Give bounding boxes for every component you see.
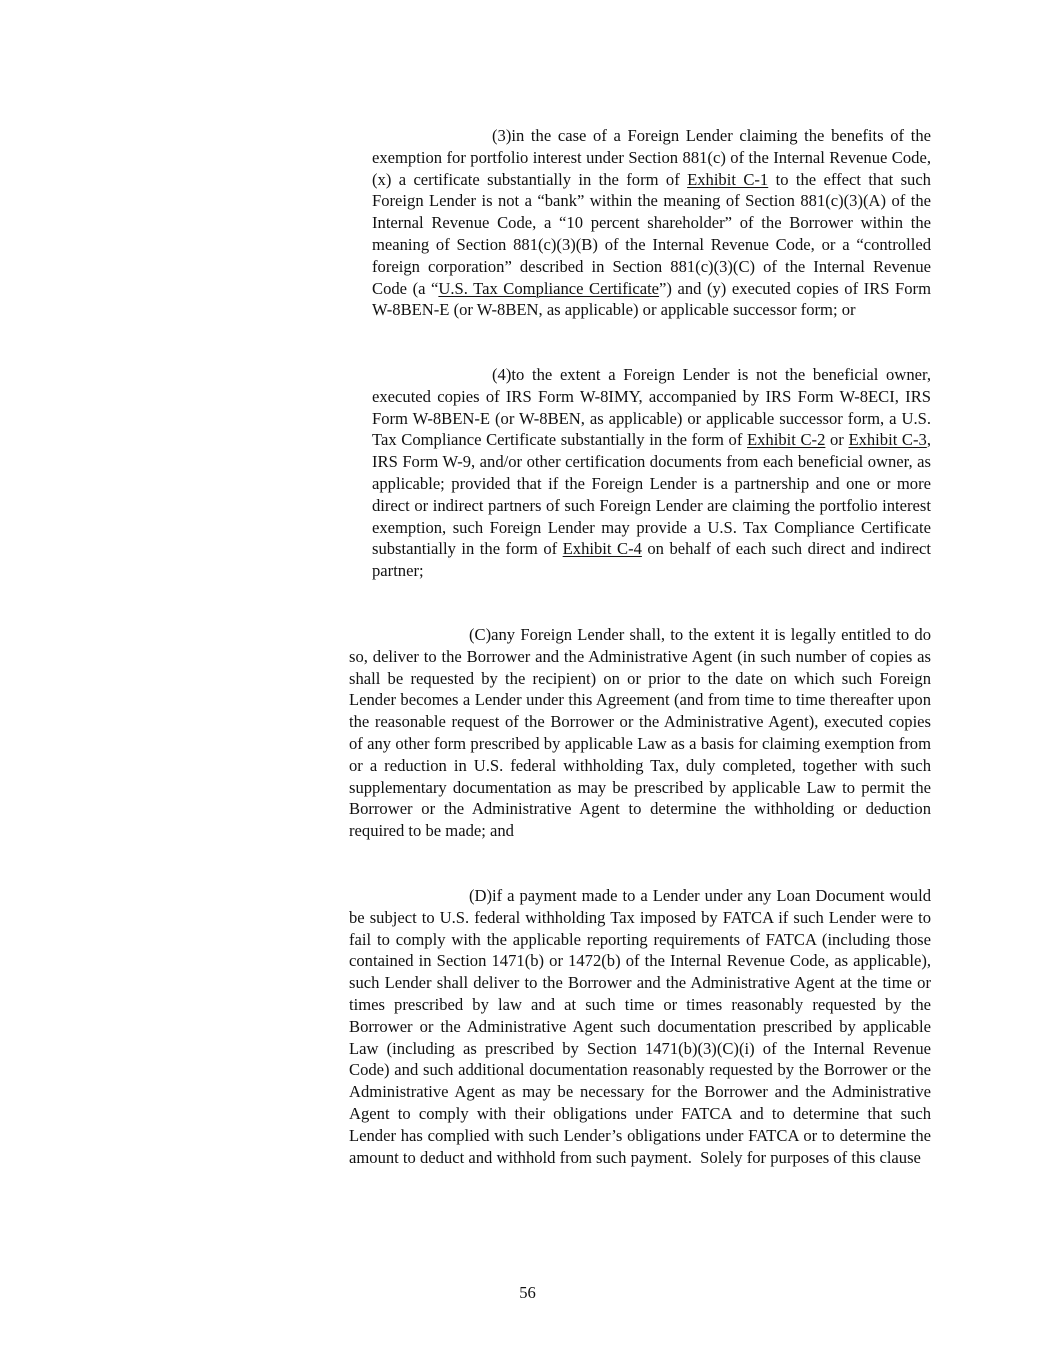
- paragraph-number: (3): [492, 126, 512, 145]
- exhibit-c3-reference: Exhibit C-3: [848, 430, 927, 450]
- page-number: 56: [519, 1283, 536, 1302]
- paragraph-text: , IRS Form W-9, and/or other certification documents from each beneficial owner, as applicable; provided that if the Foreign Lender is a partnership and one or more direct or indirect partners of such Foreign Lender are claiming the portfolio interest exemption, such Foreign Lender may provide a U.S. Tax Compliance Certificate substantially in the form of: [372, 430, 931, 559]
- paragraph-c: [349, 624, 931, 842]
- exhibit-c1-reference: Exhibit C-1: [687, 169, 769, 189]
- paragraph-number: (4): [492, 365, 512, 384]
- paragraph-text: to the effect that such Foreign Lender is not a “bank” within the meaning of Section 881(c)(3)(A) of the Internal Revenue Code, a “10 percent shareholder” of the Borrower within the meaning of Section 881(c)(3)(B) of the Internal Revenue Code, or a “controlled foreign corporation” described in Section 881(c)(3)(C) of the Internal Revenue Code (a “: [372, 169, 931, 298]
- tax-compliance-certificate-term: U.S. Tax Compliance Certificate: [438, 278, 660, 298]
- exhibit-c2-reference: Exhibit C-2: [747, 430, 826, 450]
- exhibit-c4-reference: Exhibit C-4: [562, 539, 642, 559]
- paragraph-text: ”) and (y) executed copies of IRS Form W-8BEN-E (or W-8BEN, as applicable) or applicable successor form; or: [372, 278, 931, 320]
- paragraph-text: on behalf of each such direct and indirect partner;: [372, 539, 931, 581]
- paragraph-text: to the extent a Foreign Lender is not the beneficial owner, executed copies of IRS Form W-8IMY, accompanied by IRS Form W-8ECI, IRS Form W-8BEN-E (or W-8BEN, as applicable) or applicable successor form, a U.S. Tax Compliance Certificate substantially in the form of: [372, 365, 931, 450]
- paragraph-d: [349, 885, 931, 1168]
- paragraph-3: [372, 125, 931, 321]
- paragraph-number: (D): [469, 886, 493, 905]
- paragraph-text: if a payment made to a Lender under any Loan Document would be subject to U.S. federal withholding Tax imposed by FATCA if such Lender were to fail to comply with the applicable reporting requirements of FATCA (including those contained in Section 1471(b) or 1472(b) of the Internal Revenue Code, as applicable), such Lender shall deliver to the Borrower and the Administrative Agent at the time or times prescribed by law and at such time or times reasonably requested by the Borrower or the Administrative Agent such documentation prescribed by applicable Law (including as prescribed by Section 1471(b)(3)(C)(i) of the Internal Revenue Code) and such additional documentation reasonably requested by the Borrower or the Administrative Agent as may be necessary for the Borrower and the Administrative Agent to comply with their obligations under FATCA and to determine that such Lender has complied with such Lender’s obligations under FATCA or to determine the amount to deduct and withhold from such payment. Solely for purposes of this clause: [349, 886, 931, 1167]
- paragraph-4: [372, 364, 931, 582]
- paragraph-text: any Foreign Lender shall, to the extent it is legally entitled to do so, deliver to the Borrower and the Administrative Agent (in such number of copies as shall be requested by the recipient) on or prior to the date on which such Foreign Lender becomes a Lender under this Agreement (and from time to time thereafter upon the reasonable request of the Borrower or the Administrative Agent), executed copies of any other form prescribed by applicable Law as a basis for claiming exemption from or a reduction in U.S. federal withholding Tax, duly completed, together with such supplementary documentation as may be prescribed by applicable Law to permit the Borrower or the Administrative Agent to determine the withholding or deduction required to be made; and: [349, 625, 931, 841]
- paragraph-text: in the case of a Foreign Lender claiming the benefits of the exemption for portfolio interest under Section 881(c) of the Internal Revenue Code, (x) a certificate substantially in the form of: [372, 126, 931, 189]
- paragraph-text: or: [825, 430, 849, 450]
- paragraph-number: (C): [469, 625, 492, 644]
